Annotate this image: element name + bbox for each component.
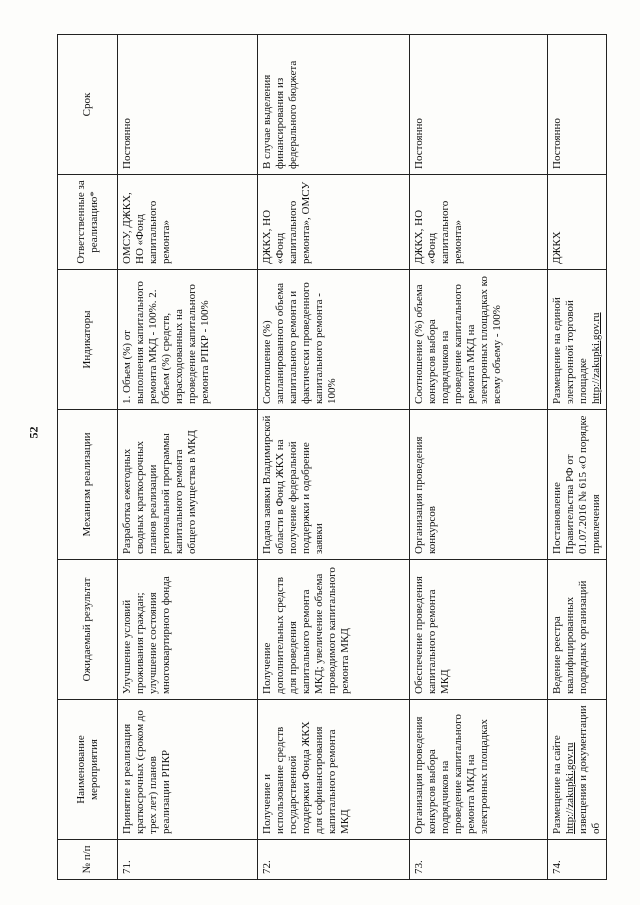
header-name: Наименование мероприятия bbox=[58, 700, 118, 840]
cell-indicators bbox=[548, 270, 607, 410]
cell-num: 72. bbox=[258, 840, 410, 880]
table-row bbox=[548, 35, 607, 880]
cell-name-prefix: Размещение на сайте bbox=[551, 735, 563, 834]
cell-responsible: ДЖКХ, НО «Фонд капитального ремонта», ОМСУ bbox=[258, 175, 410, 270]
cell-mechanism: Организация проведения конкурсов bbox=[410, 410, 548, 560]
cell-result: Получение дополнительных средств для проведения капитального ремонта МКД; увеличение объема проводимого капитального ремонта МКД bbox=[258, 560, 410, 700]
cell-indicators: Соотношение (%) объема конкурсов выбора подрядчиков на проведение капитального ремонта МКД на электронных площадках ко всему объему - 100% bbox=[410, 270, 548, 410]
cell-responsible: ОМСУ, ДЖКХ, НО «Фонд капитального ремонта» bbox=[118, 175, 258, 270]
header-indicators: Индикаторы bbox=[58, 270, 118, 410]
header-num: № п/п bbox=[58, 840, 118, 880]
cell-result: Ведение реестра квалифицированных подрядных организаций bbox=[548, 560, 607, 700]
cell-responsible: ДЖКХ, НО «Фонд капитального ремонта» bbox=[410, 175, 548, 270]
header-term: Срок bbox=[58, 35, 118, 175]
cell-term: Постоянно bbox=[410, 35, 548, 175]
cell-num: 74. bbox=[548, 840, 607, 880]
rotated-page-content bbox=[57, 35, 602, 880]
cell-name-suffix: извещения и документации об bbox=[576, 705, 602, 834]
cell-name bbox=[548, 700, 607, 840]
cell-indicators-prefix: Размещение на единой электронной торговой площадке bbox=[551, 297, 589, 404]
page-number: 52 bbox=[26, 426, 41, 439]
cell-indicators: Соотношение (%) запланированного объема капитального ремонта и фактически проведенного капитального ремонта - 100% bbox=[258, 270, 410, 410]
cell-name: Принятие и реализация краткосрочных (сроком до трех лет) планов реализации РПКР bbox=[118, 700, 258, 840]
table-row bbox=[258, 35, 410, 880]
table-row bbox=[410, 35, 548, 880]
table-header-row bbox=[58, 35, 118, 880]
cell-result: Обеспечение проведения капитального ремонта МКД bbox=[410, 560, 548, 700]
cell-indicators: 1. Объем (%) от выполнения капитального ремонта МКД - 100%. 2. Объем (%) средств, израсходованных на проведение капитального ремонта РПКР - 100% bbox=[118, 270, 258, 410]
measures-table bbox=[57, 34, 607, 880]
header-responsible: Ответственные за реализацию* bbox=[58, 175, 118, 270]
cell-num: 71. bbox=[118, 840, 258, 880]
cell-name: Получение и использование средств государственной поддержки Фонда ЖКХ для софинансирования капитального ремонта МКД bbox=[258, 700, 410, 840]
cell-name: Организация проведения конкурсов выбора подрядчиков на проведение капитального ремонта МКД на электронных площадках bbox=[410, 700, 548, 840]
header-mechanism: Механизм реализации bbox=[58, 410, 118, 560]
cell-term: Постоянно bbox=[118, 35, 258, 175]
cell-mechanism: Разработка ежегодных сводных краткосрочных планов реализации региональной программы капитального ремонта общего имущества в МКД bbox=[118, 410, 258, 560]
cell-responsible: ДЖКХ bbox=[548, 175, 607, 270]
zakupki-link[interactable]: http://zakupki.gov.ru bbox=[589, 312, 602, 404]
table-row bbox=[118, 35, 258, 880]
cell-mechanism: Подача заявки Владимирской области в Фонд ЖКХ на получение федеральной поддержки и одобрение заявки bbox=[258, 410, 410, 560]
zakupki-link[interactable]: http://zakupki.gov.ru bbox=[563, 742, 576, 834]
header-result: Ожидаемый результат bbox=[58, 560, 118, 700]
cell-num: 73. bbox=[410, 840, 548, 880]
cell-term: В случае выделения финансирования из федерального бюджета bbox=[258, 35, 410, 175]
cell-result: Улучшение условий проживания граждан; улучшение состояния многоквартирного фонда bbox=[118, 560, 258, 700]
cell-mechanism: Постановление Правительства РФ от 01.07.2016 № 615 «О порядке привлечения bbox=[548, 410, 607, 560]
cell-term: Постоянно bbox=[548, 35, 607, 175]
